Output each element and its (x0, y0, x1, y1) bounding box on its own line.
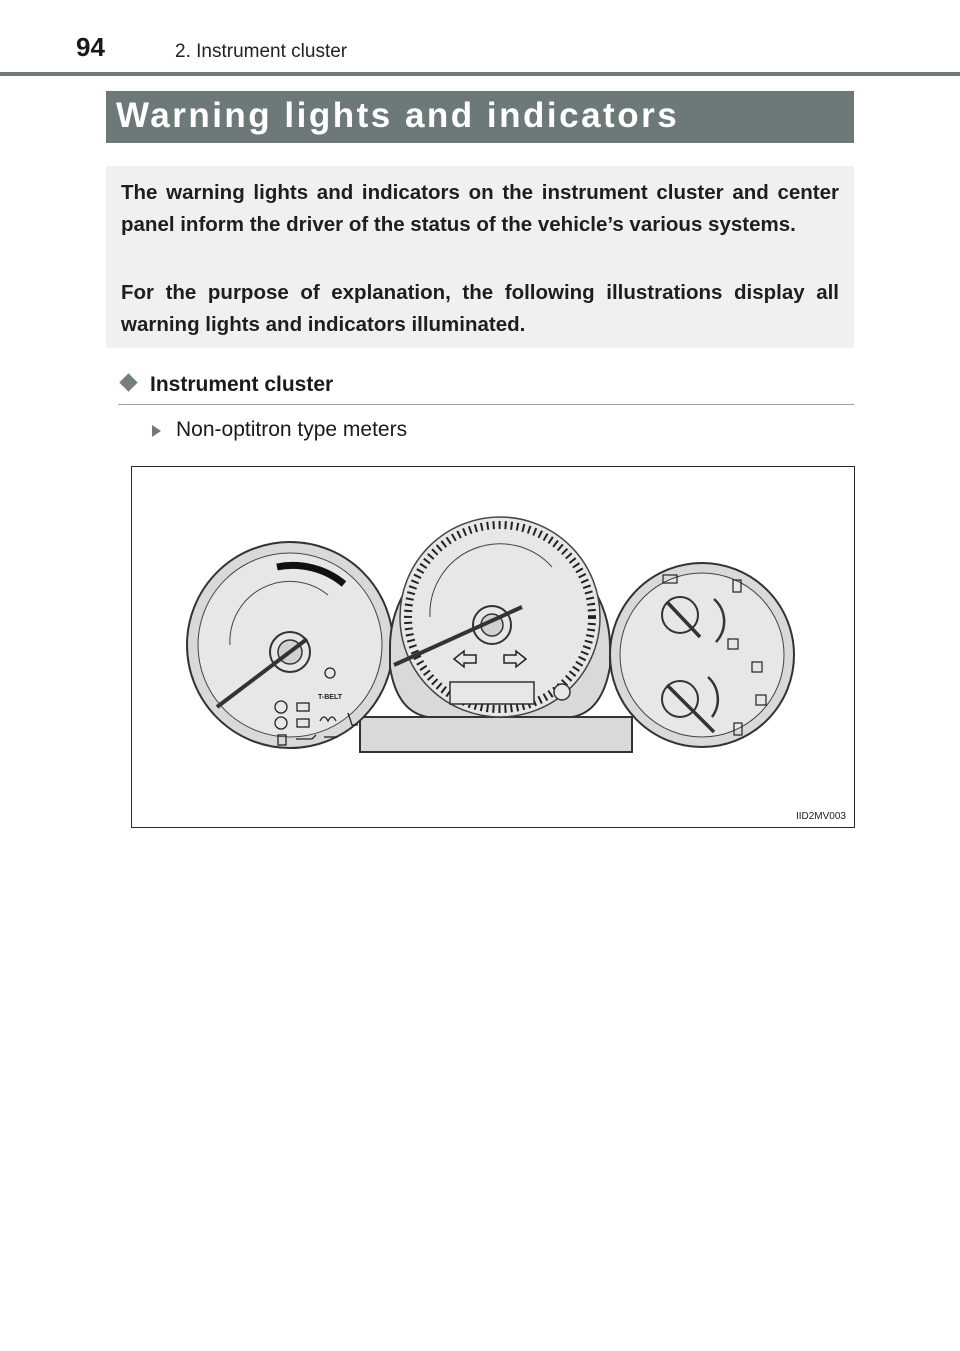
fuel-temperature-gauge (610, 563, 794, 747)
intro-box (106, 166, 854, 348)
instrument-cluster-illustration (132, 467, 854, 827)
section-heading (118, 370, 854, 405)
diamond-bullet-icon (119, 373, 137, 391)
seatbelt-label: T-BELT (318, 694, 342, 701)
figure-code: IID2MV003 (795, 811, 846, 822)
subsection-label: Non-optitron type meters (176, 418, 408, 441)
header-rule (0, 72, 960, 76)
instrument-cluster-figure (131, 466, 855, 828)
intro-paragraph: The warning lights and indicators on the instrument cluster and center panel inform the driver of the status of the vehicle’s various systems. (121, 181, 839, 236)
speedometer (390, 517, 610, 717)
triangle-bullet-icon (152, 425, 161, 437)
page-title: Warning lights and indicators (116, 96, 680, 135)
tachometer (187, 542, 393, 748)
page-number: 94 (76, 32, 105, 62)
odometer-display (450, 682, 534, 704)
title-bar (106, 91, 854, 143)
chapter-title: 2. Instrument cluster (175, 41, 348, 62)
trip-reset-knob (554, 684, 570, 700)
intro-paragraph: For the purpose of explanation, the following illustrations display all warning lights and indicators illuminated. (121, 281, 839, 336)
section-label: Instrument cluster (150, 373, 334, 396)
cluster-base (360, 717, 632, 752)
